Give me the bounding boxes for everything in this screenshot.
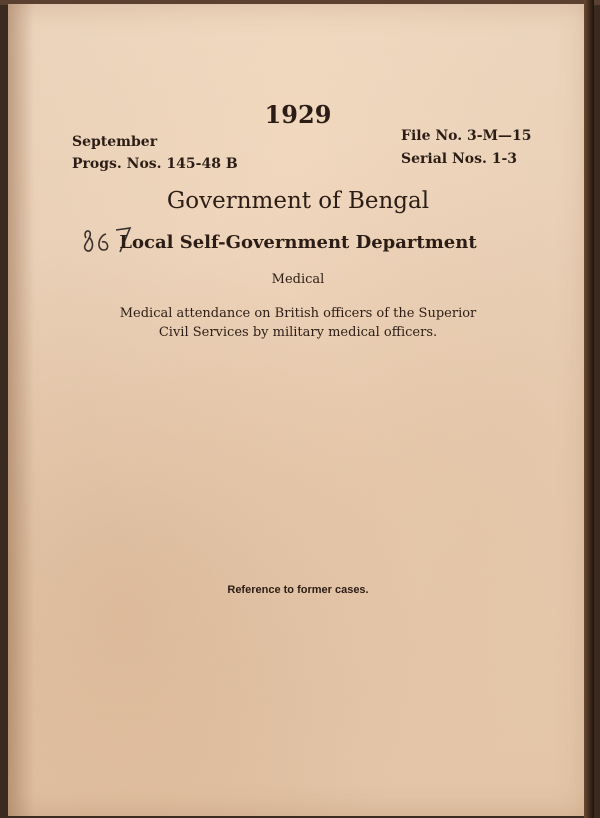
subject-text: [8, 304, 588, 342]
section-label: Medical: [271, 272, 325, 287]
year-heading: 1929: [264, 100, 332, 129]
progs-numbers: Progs. Nos. 145-48 B: [72, 156, 238, 172]
subject-line-2: Civil Services by military medical officers.: [158, 325, 438, 340]
subject-line-1: Medical attendance on British officers of the Superior: [119, 306, 477, 321]
department-title: Local Self-Government Department: [119, 232, 477, 253]
government-title: Government of Bengal: [166, 188, 430, 214]
month-label: September: [72, 134, 158, 150]
document-page: [8, 4, 588, 816]
reference-note: Reference to former cases.: [227, 584, 369, 596]
serial-numbers: Serial Nos. 1-3: [401, 151, 518, 167]
binding-edge: [584, 0, 594, 818]
file-number: File No. 3-M—15: [401, 128, 532, 144]
